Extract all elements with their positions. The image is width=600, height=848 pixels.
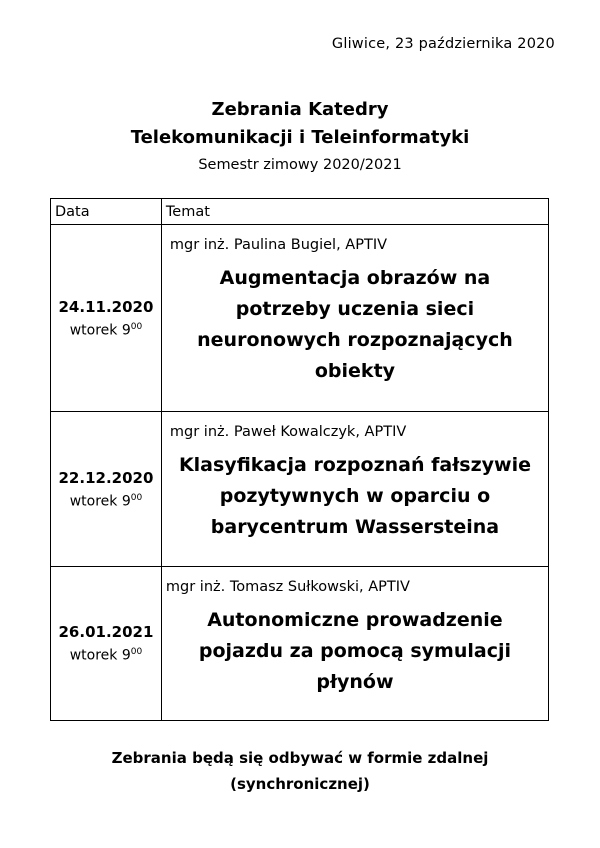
meeting-date: 22.12.2020	[58, 468, 154, 487]
column-header-date: Data	[51, 199, 162, 225]
meeting-date: 24.11.2020	[58, 297, 154, 316]
column-header-topic: Temat	[161, 199, 548, 225]
footer-note	[0, 745, 600, 797]
footer-line-2: (synchronicznej)	[230, 775, 370, 793]
place-date: Gliwice, 23 października 2020	[331, 36, 555, 52]
table-header-row	[51, 199, 549, 225]
date-cell	[51, 567, 162, 721]
date-cell	[51, 412, 162, 567]
meeting-time: wtorek $9^{00}$	[69, 321, 143, 339]
speaker-name: mgr inż. Paulina Bugiel, APTIV	[169, 237, 388, 253]
title-line-1: Zebrania Katedry	[211, 99, 389, 120]
footer-line-1: Zebrania będą się odbywać w formie zdalnej	[111, 749, 489, 767]
talk-topic: Autonomiczne prowadzenie pojazdu za pomocą symulacji płynów	[198, 609, 512, 693]
table-row	[51, 412, 549, 567]
topic-cell	[161, 412, 548, 567]
page-title	[0, 96, 600, 152]
title-line-2: Telekomunikacji i Teleinformatyki	[130, 127, 470, 148]
table-row	[51, 225, 549, 412]
date-cell	[51, 225, 162, 412]
meeting-date: 26.01.2021	[58, 623, 154, 642]
topic-cell	[161, 225, 548, 412]
speaker-name: mgr inż. Paweł Kowalczyk, APTIV	[169, 424, 407, 440]
meeting-time: wtorek $9^{00}$	[69, 492, 143, 510]
talk-topic: Augmentacja obrazów na potrzeby uczenia sieci neuronowych rozpoznających obiekty	[197, 267, 513, 382]
meeting-time: wtorek $9^{00}$	[69, 647, 143, 664]
talk-topic: Klasyfikacja rozpoznań fałszywie pozytywnych w oparciu o barycentrum Wassersteina	[178, 454, 531, 538]
semester-subtitle: Semestr zimowy 2020/2021	[198, 157, 402, 173]
speaker-name: mgr inż. Tomasz Sułkowski, APTIV	[165, 579, 410, 595]
table-row	[51, 567, 549, 721]
schedule-table	[50, 198, 549, 721]
topic-cell	[161, 567, 548, 721]
